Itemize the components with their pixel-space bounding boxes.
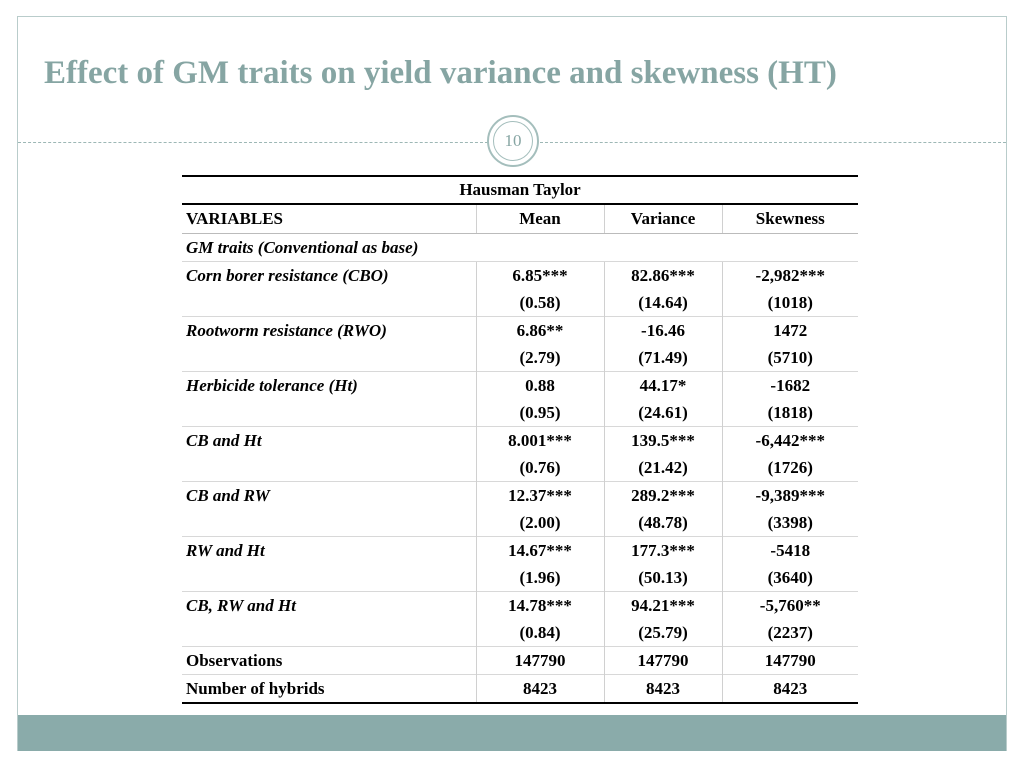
page-number-badge <box>487 115 539 167</box>
skewness-se: (1818) <box>722 399 858 427</box>
skewness-coef: -1682 <box>722 372 858 400</box>
mean-se: (1.96) <box>476 564 604 592</box>
slide-title: Effect of GM traits on yield variance and skewness (HT) <box>44 55 837 91</box>
observations-label: Observations <box>182 647 476 675</box>
table-row <box>182 372 858 400</box>
skewness-se: (5710) <box>722 344 858 372</box>
variable-label: RW and Ht <box>182 537 476 565</box>
mean-se: (0.76) <box>476 454 604 482</box>
skewness-coef: -9,389*** <box>722 482 858 510</box>
observations-row <box>182 647 858 675</box>
mean-se: (0.95) <box>476 399 604 427</box>
page-number: 10 <box>493 121 533 161</box>
variable-label: Herbicide tolerance (Ht) <box>182 372 476 400</box>
hybrids-mean: 8423 <box>476 675 604 704</box>
variable-label: CB, RW and Ht <box>182 592 476 620</box>
hybrids-row <box>182 675 858 704</box>
table-row-se <box>182 454 858 482</box>
variable-label: Rootworm resistance (RWO) <box>182 317 476 345</box>
table-row <box>182 262 858 290</box>
column-header-skewness: Skewness <box>722 204 858 234</box>
hybrids-label: Number of hybrids <box>182 675 476 704</box>
variance-se: (48.78) <box>604 509 722 537</box>
empty-cell <box>182 289 476 317</box>
empty-cell <box>182 619 476 647</box>
empty-cell <box>182 509 476 537</box>
mean-coef: 14.78*** <box>476 592 604 620</box>
skewness-se: (2237) <box>722 619 858 647</box>
variable-label: CB and Ht <box>182 427 476 455</box>
variance-se: (21.42) <box>604 454 722 482</box>
mean-coef: 8.001*** <box>476 427 604 455</box>
table-row <box>182 592 858 620</box>
variance-coef: 94.21*** <box>604 592 722 620</box>
mean-coef: 6.85*** <box>476 262 604 290</box>
empty-cell <box>182 454 476 482</box>
table-row <box>182 482 858 510</box>
skewness-coef: -5,760** <box>722 592 858 620</box>
mean-coef: 12.37*** <box>476 482 604 510</box>
table-row <box>182 427 858 455</box>
variance-coef: 289.2*** <box>604 482 722 510</box>
table-row-se <box>182 289 858 317</box>
hybrids-skewness: 8423 <box>722 675 858 704</box>
skewness-se: (1018) <box>722 289 858 317</box>
section-label: GM traits (Conventional as base) <box>186 237 419 257</box>
variance-coef: -16.46 <box>604 317 722 345</box>
hybrids-variance: 8423 <box>604 675 722 704</box>
table-row-se <box>182 619 858 647</box>
skewness-coef: -2,982*** <box>722 262 858 290</box>
variance-coef: 177.3*** <box>604 537 722 565</box>
variable-label: Corn borer resistance (CBO) <box>182 262 476 290</box>
results-table <box>182 175 858 704</box>
table-row <box>182 317 858 345</box>
bottom-accent-bar <box>18 715 1006 751</box>
skewness-se: (3398) <box>722 509 858 537</box>
divider-left <box>18 142 488 143</box>
empty-cell <box>182 344 476 372</box>
variance-coef: 82.86*** <box>604 262 722 290</box>
variance-se: (50.13) <box>604 564 722 592</box>
variance-coef: 139.5*** <box>604 427 722 455</box>
divider-right <box>540 142 1006 143</box>
variable-label: CB and RW <box>182 482 476 510</box>
observations-variance: 147790 <box>604 647 722 675</box>
mean-se: (2.79) <box>476 344 604 372</box>
mean-coef: 6.86** <box>476 317 604 345</box>
table-row-se <box>182 344 858 372</box>
group-header: Hausman Taylor <box>182 176 858 204</box>
skewness-coef: -5418 <box>722 537 858 565</box>
table-row-se <box>182 564 858 592</box>
column-header-variance: Variance <box>604 204 722 234</box>
empty-cell <box>182 399 476 427</box>
table-row <box>182 537 858 565</box>
variance-se: (25.79) <box>604 619 722 647</box>
mean-coef: 14.67*** <box>476 537 604 565</box>
table-row-se <box>182 509 858 537</box>
variance-se: (71.49) <box>604 344 722 372</box>
skewness-se: (3640) <box>722 564 858 592</box>
variance-coef: 44.17* <box>604 372 722 400</box>
mean-coef: 0.88 <box>476 372 604 400</box>
skewness-se: (1726) <box>722 454 858 482</box>
section-row <box>182 234 858 262</box>
variance-se: (24.61) <box>604 399 722 427</box>
column-header-row <box>182 204 858 234</box>
mean-se: (2.00) <box>476 509 604 537</box>
table-group-header-row <box>182 176 858 204</box>
table-row-se <box>182 399 858 427</box>
variance-se: (14.64) <box>604 289 722 317</box>
observations-skewness: 147790 <box>722 647 858 675</box>
mean-se: (0.84) <box>476 619 604 647</box>
mean-se: (0.58) <box>476 289 604 317</box>
column-header-mean: Mean <box>476 204 604 234</box>
observations-mean: 147790 <box>476 647 604 675</box>
column-header-variables: VARIABLES <box>182 204 476 234</box>
skewness-coef: -6,442*** <box>722 427 858 455</box>
empty-cell <box>182 564 476 592</box>
skewness-coef: 1472 <box>722 317 858 345</box>
